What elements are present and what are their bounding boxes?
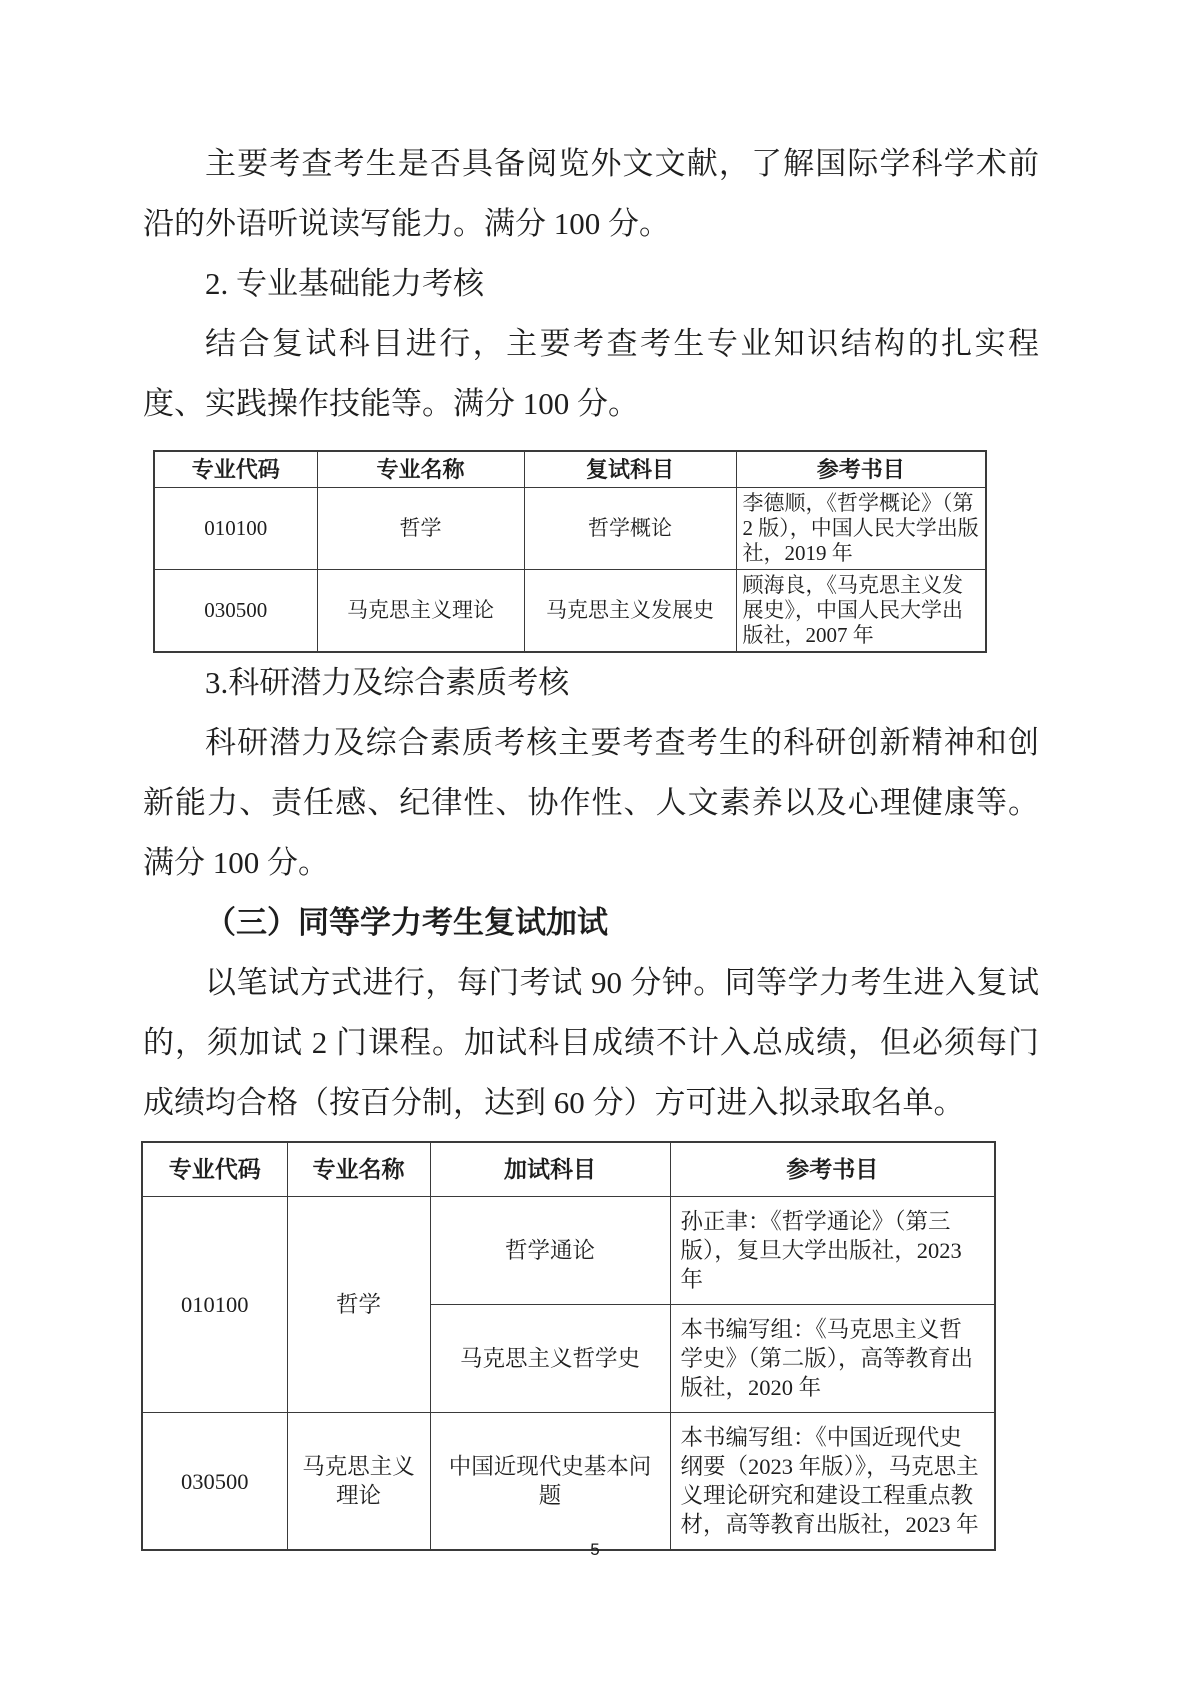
t1-row2-subject: 马克思主义发展史 <box>524 570 736 653</box>
heading-professional-basic-assessment: 2. 专业基础能力考核 <box>205 266 484 301</box>
t2-row1-subject-a: 哲学通论 <box>430 1197 670 1305</box>
page-content <box>143 134 1039 1551</box>
table-row <box>142 1197 995 1305</box>
table-row <box>154 488 986 570</box>
t1-row2-code: 030500 <box>154 570 317 653</box>
t2-header-major-name: 专业名称 <box>287 1142 430 1197</box>
t2-header-major-code: 专业代码 <box>142 1142 287 1197</box>
t1-header-major-name: 专业名称 <box>317 451 524 488</box>
heading-same-education-level-retest: （三）同等学力考生复试加试 <box>205 905 608 940</box>
para-research-potential: 科研潜力及综合素质考核主要考查考生的科研创新精神和创新能力、责任感、纪律性、协作性、人文素养以及心理健康等。满分 100 分。 <box>143 725 1039 880</box>
t2-row1-code: 010100 <box>142 1197 287 1413</box>
t1-row2-major: 马克思主义理论 <box>317 570 524 653</box>
page-number: 5 <box>590 1540 600 1559</box>
para-professional-basic: 结合复试科目进行，主要考查考生专业知识结构的扎实程度、实践操作技能等。满分 100 分。 <box>143 326 1039 421</box>
t2-header-row <box>142 1142 995 1197</box>
t2-row2-code: 030500 <box>142 1413 287 1551</box>
t1-row1-code: 010100 <box>154 488 317 570</box>
t1-header-retest-subject: 复试科目 <box>524 451 736 488</box>
t2-row1-reference-a: 孙正聿：《哲学通论》（第三版），复旦大学出版社，2023 年 <box>670 1197 995 1305</box>
t1-row1-reference: 李德顺，《哲学概论》（第 2 版），中国人民大学出版社，2019 年 <box>736 488 986 570</box>
t2-row1-major: 哲学 <box>287 1197 430 1413</box>
t1-header-row <box>154 451 986 488</box>
t2-row1-reference-b: 本书编写组：《马克思主义哲学史》（第二版），高等教育出版社，2020 年 <box>670 1305 995 1413</box>
t1-row2-reference: 顾海良，《马克思主义发展史》，中国人民大学出版社，2007 年 <box>736 570 986 653</box>
t1-row1-subject: 哲学概论 <box>524 488 736 570</box>
t2-header-reference-books: 参考书目 <box>670 1142 995 1197</box>
t1-header-reference-books: 参考书目 <box>736 451 986 488</box>
para-written-additional-test: 以笔试方式进行，每门考试 90 分钟。同等学力考生进入复试的，须加试 2 门课程。加试科目成绩不计入总成绩，但必须每门成绩均合格（按百分制，达到 60 分）方可进入拟录取名单。 <box>143 965 1039 1120</box>
retest-subjects-table <box>153 450 987 653</box>
t2-row1-subject-b: 马克思主义哲学史 <box>430 1305 670 1413</box>
t1-header-major-code: 专业代码 <box>154 451 317 488</box>
t2-row2-subject: 中国近现代史基本问题 <box>430 1413 670 1551</box>
t2-header-additional-subject: 加试科目 <box>430 1142 670 1197</box>
t1-row1-major: 哲学 <box>317 488 524 570</box>
t2-row2-reference: 本书编写组：《中国近现代史纲要（2023 年版）》，马克思主义理论研究和建设工程重点教材，高等教育出版社，2023 年 <box>670 1413 995 1551</box>
t2-row2-major: 马克思主义理论 <box>287 1413 430 1551</box>
table-row <box>142 1413 995 1551</box>
heading-research-potential-assessment: 3.科研潜力及综合素质考核 <box>205 665 570 700</box>
para-foreign-language-ability: 主要考查考生是否具备阅览外文文献，了解国际学科学术前沿的外语听说读写能力。满分 100 分。 <box>143 146 1039 241</box>
additional-test-table <box>141 1141 996 1551</box>
table-row <box>154 570 986 653</box>
